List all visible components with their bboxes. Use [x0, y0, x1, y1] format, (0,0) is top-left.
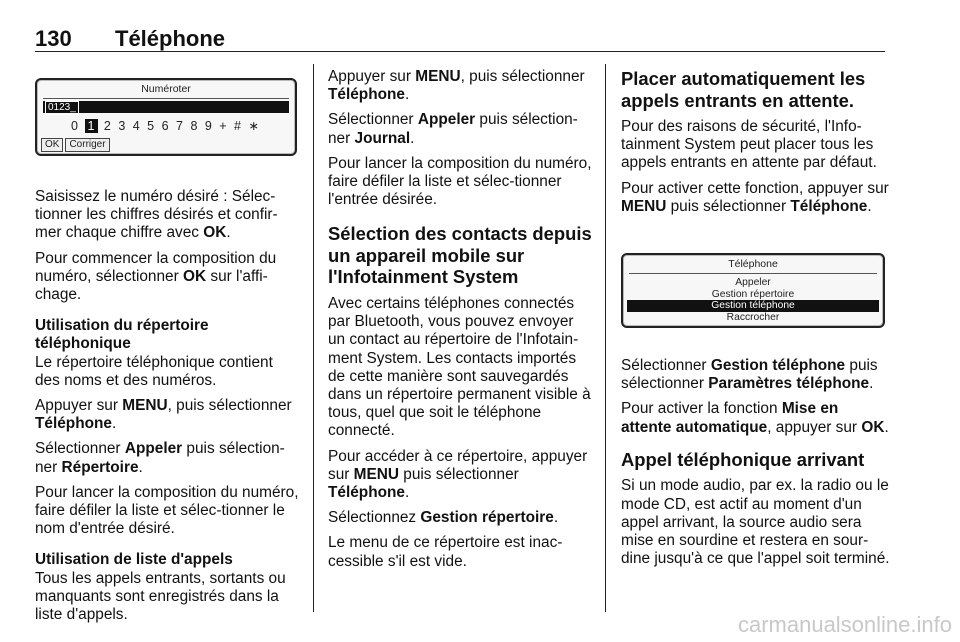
text: sur l'affi-chage. [35, 267, 268, 304]
text-bold: MENU [415, 68, 461, 85]
dial-screen-title: Numéroter [141, 83, 191, 95]
paragraph [35, 397, 300, 433]
text: , puis sélectionner [167, 397, 292, 415]
digit-selector [37, 118, 295, 133]
watermark: carmanualsonline.info [737, 612, 952, 637]
column-divider-2 [605, 64, 606, 612]
text: Appuyer sur [328, 68, 416, 85]
paragraph: Pour lancer la composition du numéro, faire défiler la liste et sélec-tionner l'entrée désirée. [328, 154, 592, 209]
text-bold: Téléphone [35, 415, 112, 433]
section-heading-auto-hold: Placer automatiquement les appels entrants en attente. [621, 68, 866, 111]
text: Pour activer cette fonction, appuyer sur [621, 179, 889, 197]
screen-button-row [41, 138, 110, 152]
text-bold: Paramètres téléphone [708, 375, 870, 393]
text: puis sélectionner [621, 357, 878, 393]
paragraph: Si un mode audio, par ex. la radio ou le mode CD, est actif au moment d'un appel arrivant, la source audio sera mise en sourdine et restera en sour-dine jusqu'à ce que l'appel soit terminé. [621, 477, 890, 568]
paragraph [35, 440, 300, 476]
section-heading-mobile-contacts: Sélection des contacts depuis un appareil mobile sur l'Infotainment System [328, 223, 592, 288]
paragraph: Avec certains téléphones connectés par Bluetooth, vous pouvez envoyer un contact au répertoire de l'Infotain-ment System. Les contacts importés de cette manière sont sauvegardés dans un répertoire permanent visible à tous, quel que soit le téléphone connecté. [328, 294, 591, 440]
column-3 [621, 68, 891, 223]
text-bold: OK [183, 267, 207, 285]
correct-softkey: Corriger [65, 138, 109, 152]
menu-item-call: Appeler [735, 277, 771, 288]
text-bold: MENU [621, 197, 667, 215]
screen-divider [43, 98, 289, 99]
text: Sélectionner [621, 357, 711, 374]
column-3-continued [621, 357, 891, 575]
text: . [884, 418, 889, 436]
menu-item-directory: Gestion répertoire [711, 288, 795, 300]
text-bold: Répertoire [61, 458, 139, 476]
paragraph: Pour des raisons de sécurité, l'Info-tainment System peut placer tous les appels entrants en attente par défaut. [621, 118, 877, 172]
text-bold: Gestion répertoire [420, 509, 554, 527]
paragraph [35, 250, 300, 305]
text-bold: Téléphone [328, 86, 405, 104]
text-bold: Téléphone [328, 483, 405, 501]
text-bold: Journal [354, 129, 411, 147]
text-bold: Appeler [417, 111, 476, 129]
text-bold: Gestion téléphone [710, 357, 846, 374]
page-title: Téléphone [115, 26, 226, 51]
column-2 [328, 68, 593, 578]
text: , appuyer sur [767, 418, 862, 436]
text: , puis sélectionner [460, 68, 585, 85]
ok-softkey: OK [41, 138, 63, 152]
text: Sélectionner [35, 440, 125, 458]
text: . [226, 224, 231, 242]
text: . [553, 509, 559, 527]
digits-rest: 2 3 4 5 6 7 8 9 + # ∗ [103, 119, 261, 133]
paragraph [621, 180, 891, 216]
menu-item-phone-management-selected: Gestion téléphone [627, 300, 879, 312]
text: . [867, 197, 872, 215]
text: puis sélectionner [666, 197, 791, 215]
dial-screen-figure [35, 78, 297, 156]
phone-menu-screen-figure [621, 253, 885, 328]
text: Pour activer la fonction [621, 400, 782, 418]
paragraph [35, 188, 300, 243]
paragraph [621, 357, 891, 393]
phone-menu-title: Téléphone [728, 258, 778, 270]
text: . [404, 86, 410, 104]
column-divider-1 [313, 64, 314, 612]
text: puis sélection-ner [35, 440, 285, 476]
text: . [111, 415, 117, 433]
subheading-call-list: Utilisation de liste d'appels [35, 551, 233, 569]
column-1 [35, 188, 300, 631]
paragraph [328, 509, 593, 527]
text-bold: Appeler [124, 440, 183, 458]
paragraph [328, 111, 593, 147]
paragraph [621, 400, 891, 436]
text: Sélectionner [328, 111, 418, 129]
text: Pour accéder à ce répertoire, appuyer sur [328, 447, 588, 483]
text: Sélectionnez [328, 509, 421, 527]
paragraph: Le menu de ce répertoire est inac-cessible s'il est vide. [328, 534, 563, 570]
text-bold: Mise en attente automatique [621, 400, 839, 436]
text: puis sélectionner [398, 465, 519, 483]
number-entry-field [43, 101, 289, 113]
paragraph [328, 68, 593, 104]
paragraph: Le répertoire téléphonique contient des noms et des numéros. [35, 353, 273, 389]
text: . [869, 375, 874, 393]
menu-item-hang-up: Raccrocher [726, 311, 780, 323]
text: . [410, 129, 415, 147]
number-entry-value: 0123_ [45, 101, 79, 115]
text-bold: MENU [122, 397, 168, 415]
subheading-directory: Utilisation du répertoire téléphonique [35, 317, 209, 353]
text: Saisissez le numéro désiré : Sélec-tionner les chiffres désirés et confir-mer chaque chiffre avec [35, 188, 278, 242]
text-bold: MENU [353, 465, 399, 483]
text-bold: Téléphone [790, 197, 868, 215]
text: Pour commencer la composition du numéro, sélectionner [35, 249, 277, 285]
page-number: 130 [35, 26, 72, 51]
paragraph: Tous les appels entrants, sortants ou manquants sont enregistrés dans la liste d'appels. [35, 569, 286, 624]
paragraph: Pour lancer la composition du numéro, faire défiler la liste et sélec-tionner le nom d'entrée désiré. [35, 483, 299, 538]
header-divider [35, 51, 885, 52]
text: . [404, 483, 410, 501]
section-heading-incoming-call: Appel téléphonique arrivant [621, 448, 865, 470]
text: puis sélection-ner [328, 111, 578, 147]
screen-divider [629, 273, 877, 274]
page-header [35, 26, 885, 52]
text-bold: OK [861, 418, 885, 436]
digit: 0 [71, 119, 80, 133]
text: . [138, 458, 143, 476]
paragraph [328, 448, 593, 503]
text-bold: OK [203, 224, 227, 242]
digit-selected: 1 [87, 119, 97, 133]
text: Appuyer sur [35, 397, 123, 415]
